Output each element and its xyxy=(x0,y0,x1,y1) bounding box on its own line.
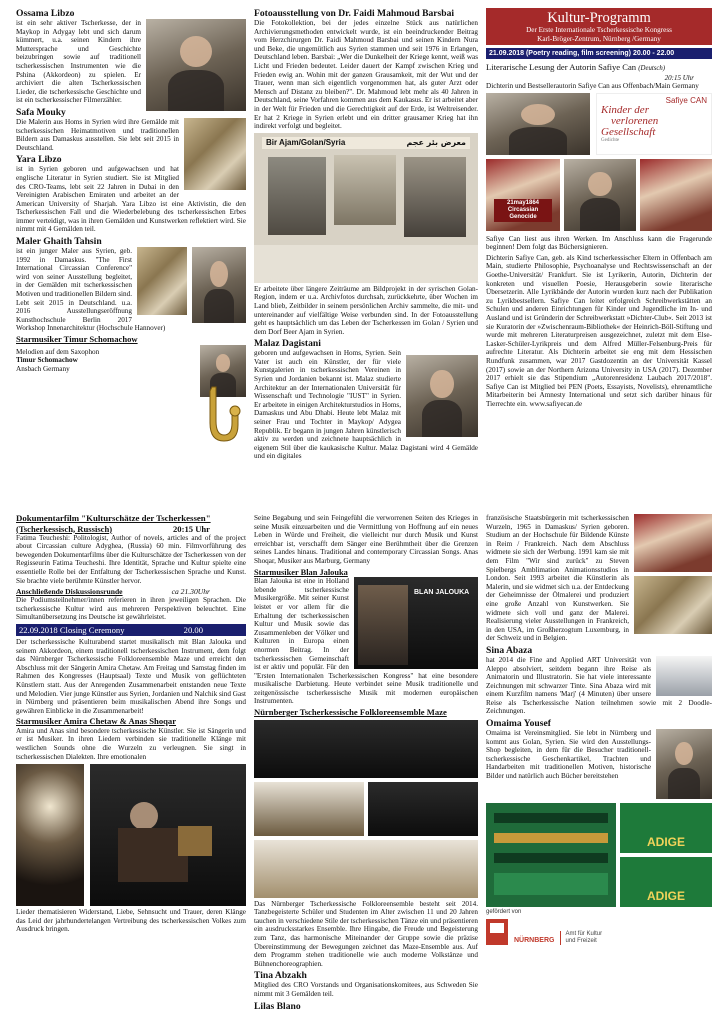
logo-amt-1: Amt für Kultur xyxy=(565,931,603,938)
saxophone-icon xyxy=(192,383,246,477)
heading-timur: Starmusiker Timur Schomachow xyxy=(16,334,138,344)
doku-language: (Tscherkessisch, Russisch) xyxy=(16,523,113,534)
banner-title: Kultur-Programm xyxy=(547,10,651,26)
text-tina: Mitglied des CRO Vorstands und Organisationskomitees, aus Schweden Sie nimmt mit 3 Gemälden teil. xyxy=(254,981,478,998)
column-bottom-right xyxy=(486,514,712,1018)
lesung-time: 20:15 Uhr xyxy=(664,74,694,82)
heading-malaz: Malaz Dagistani xyxy=(254,338,321,350)
photo-safiye-3 xyxy=(640,159,712,231)
photo-souvenirs xyxy=(486,803,616,907)
book-title-3: Gesellschaft xyxy=(601,125,656,138)
poster-date: 21may1864 xyxy=(506,199,540,206)
text-ceremony: Der tscherkessische Kulturabend startet musikalisch mit Blan Jalouka und seinem Akkordeon, einem traditionell tscherkessischen Instrument, dem folgt das Nürnberger Tscherkessische Folkloreensemble Maze und erreicht den Abschluss mit der Sängerin Amira Chetaw. Am Freitag und Samstag finden im Rahmen des Kongresses (Hauptsaal) Texte und Musik von geflüchteten Künstlern statt. Aus der Anregenden Zusammenarbeit entstanden neue Texte und Melodien. Vier junge Künstler aus Syrien, Jordanien und Nalchik sind Gast in Nürnberg und präsentieren beim musikalischen Abend ihre Songs und gewähren Einblicke in die Zusammenarbeit! xyxy=(16,637,246,715)
runde-time: ca 21.30Uhr xyxy=(171,587,210,597)
lesung-lang: (Deutsch) xyxy=(638,65,666,72)
heading-omaima: Omaima Yousef xyxy=(486,718,551,730)
heading-maze: Nürnberger Tscherkessische Folkloreensemble Maze xyxy=(254,707,447,718)
painting-ghaith xyxy=(137,247,187,315)
book-cover xyxy=(596,93,712,155)
text-runde: Die Podiumsteilnehmer/innen referieren in ihren jeweiligen Sprachen. Die tscherkessische Kultur wird aus mehreren Perspektiven beleuchtet. Eine Simultanübersetzung ins Deutsche ist gewährleistet. xyxy=(16,596,246,622)
flag-adige-1-text: ADIGE xyxy=(646,835,685,850)
heading-foto: Fotoausstellung von Dr. Faidi Mahmoud Barsbai xyxy=(254,8,455,19)
photo-ossama xyxy=(146,19,246,111)
caption-exhibition-ar: معرض بئر عجم xyxy=(406,138,466,148)
text-safa: Die Malerin aus Homs in Syrien wird ihre Gemälde mit tscherkessischen Heimatmotiven und traditionellen Bildern aus Damaskus ausstellen. Sie lebt seit 2015 in Deutschland. xyxy=(16,117,179,152)
heading-doku: Dokumentarfilm "Kulturschätze der Tscherkessen" xyxy=(16,514,211,523)
text-omaima: Omaima ist Vereinsmitglied. Sie lebt in Nürnberg und kommt aus Golan, Syrien. Sie wird den Ausstellungs-Shop begleiten, in dem für die Besucher traditionell-tscherkessische Geschenkartikel, Trachten und Handarbeiten mit traditionellen Motiven, historische Bilder und natürlich auch Bücher bereitstehen xyxy=(486,729,651,781)
funded-by: gefördert von xyxy=(486,909,522,916)
painting-safa xyxy=(184,118,246,190)
text-timur-line1: Melodien auf dem Saxophon xyxy=(16,347,100,356)
column-bottom-middle xyxy=(254,514,478,1018)
photo-exhibition xyxy=(254,133,478,283)
column-top-left xyxy=(16,8,246,504)
photo-ghaith xyxy=(192,247,246,323)
text-foto: Die Fotokollektion, bei der jedes einzelne Stück aus natürlichen Archivierungsmethoden entwickelt wurde, ist ein beeindruckender Beitrag vom Herzchirurgen Dr. Faidi Mahmoud Barsbai und seinen Kindern Nura und Beke, die ungemütlich aus Syrien stammen und seit 1976 in Erlangen, Deutschland leben. Barsbai: „Wer die Dunkelheit der Kriege kennt, weiß was Licht und Frieden bedeutet. Leider dauert der Kampf zwischen Krieg und Frieden ewig an. Wohin mit der ganzen Grausamkeit, mit der Wut und der Trauer, wenn man sich eigentlich vorgenommen hat, als guter Arzt oder Mensch auf Distanz zu bleiben?". Dr. Mahmoud lebt mehr als 40 Jahren in Deutschland, seine Vorfahren kommen aus dem Kaukasus. Er ist arbeitet aber in der Welt für Frieden und die Gerechtigkeit auf der Erde, ist Weltreisender. Er hat 2 Kriege in Syrien erlebt und ein dritter grausamer Krieg hat ihn indirekt verfolgt und begleitet. xyxy=(254,19,478,131)
heading-tina: Tina Abzakh xyxy=(254,970,307,982)
text-yara: ist in Syrien geboren und aufgewachsen und hat englische Literatur in Syrien studiert. Sie ist Mitglied des CRO-Teams, lebt seit 22 Jahren in Dubai in den Vereinigten Arabischen Emiraten und arbeitet an der American University of Sharjah. Yara Libzo ist eine Aktivistin, die den Tscherkessischen Fall und die Wiederbelebung des tscherkessischen Erbes immer verteidigt, was in ihren Gemälden und Kunstwerken reflektiert wird. Sie nimmt mit 4 Gemälden teil. xyxy=(16,165,246,234)
photo-malaz xyxy=(406,355,478,437)
logo-city: NÜRNBERG xyxy=(514,937,555,945)
photo-lilas xyxy=(634,514,712,634)
caption-exhibition: Bir Ajam/Golan/Syria xyxy=(266,138,346,148)
text-blan: Blan Jalouka ist eine in Holland lebende tscherkessische Musikergröße. Mit seiner Kunst leistet er vor allem für die Erhaltung der tscherkessischen Kultur und Musik sowie das Zusammenleben der Völker und Kulturen in Europa einen enormen Beitrag. In der tscherkessischen Gemeinschaft ist er aktiv und populär. Für den "Ersten Internationalen Tscherkessischen Kongress" hat eine besondere musikalische Darbietung. Heute verbindet seine Musik traditionelle und zeitgenössische tscherkessische Musik mit modernen europäischen Instrumenten. xyxy=(254,577,478,706)
text-lesung-3: Dichterin Safiye Can, geb. als Kind tscherkessischer Eltern in Offenbach am Main, studierte Philosophie, Psychoanalyse und Rechtswissenschaft an der Goethe-Universität/ Frankfurt. Sie ist Lyrikerin, Autorin, Dichterin der konkreten und visuellen Poesie, Herausgeberin sowie literarische Übersetzerin. Alle Lyrikbände der Autorin wurden kurz nach der Publikation zu Lyrikbestsellern. Safiye Can leitet erfolgreich Schreibwerkstätten an Schulen und anderen Einrichtungen für Kinder und Jugendliche im In- und Ausland und ist Gründerin der Schreibwerkstatt »Dichter-Club«. Seit 2013 ist sie Kuratorin der »Zwischenraum-Bibliothek« der Heinrich-Böll-Stiftung und wurde mit mehreren Literaturpreisen ausgezeichnet, zuletzt mit dem Else-Lasker-Schüler-Lyrikpreis und dem Alfred Müller-Felsenburg-Preis für aufrechte Literatur. Als Dichterin arbeitet sie eng mit dem Hessischen Rundfunk zusammen, war 2017 Gastdozentin an der Universität Kassel (2017) sowie an der Northern Arizona University in USA (2017). Dezember 2017 erhielt sie das Stipendium „Autorenresidenz Laubach 2017/2018". Safiye Can ist Mitglied bei PEN (Poets, Essayists, Novelists), ehrenamtliche Mitarbeiterin bei Amnesty International und setzt sich darüber hinaus für Tierrechte ein. www.safiyecan.de xyxy=(486,253,712,408)
text-maler: ist ein junger Maler aus Syrien, geb. 1992 in Damaskus. "The First International Circassian Conference" wird von seiner Ausstellung begleitet, in der Gemälden mit tscherkessischen Motiven und traditionellen Bildern sind. Lebt seit 2015 in Deutschland. u.a. 2016 Ausstellungseröffnung Kunsthochschule Berlin 2017 Workshop Innenarchitektur (Hochschule Hannover) xyxy=(16,247,166,333)
heading-lesung xyxy=(486,62,712,74)
column-top-middle xyxy=(254,8,478,504)
text-timur-line3: Ansbach Germany xyxy=(16,364,70,373)
text-amira: Amira und Anas sind besondere tscherkessische Künstler. Sie ist Sängerin und er ist Musiker. In ihren Liedern verbinden sie traditionelle Klänge mit westlichen Sounds ohne die Wurzeln zu verleugnen. Sie singt in tscherkessischen Dialekten. Ihre emotionalen xyxy=(16,726,246,761)
photo-maze-1 xyxy=(254,720,478,778)
text-lesung: Dichterin und Bestsellerautorin Safiye Can aus Offenbach/Main Germany xyxy=(486,82,699,90)
photo-sina xyxy=(656,656,712,696)
column-bottom-left xyxy=(16,514,246,1018)
column-top-right xyxy=(486,8,712,504)
text-blan-intro: Seine Begabung und sein Feingefühl die verworrenen Seiten des Krieges in seine Musik einzuarbeiten und die Vermittlung von Hoffnung auf ein neues Leben in Würde und Freiheit, die vielleicht nur durch Musik und Kunst erreichbar ist, verschafft dem Sänger eine Berühmtheit über die Grenzen seines Landes hinaus. Traditional and contemporary Circassian Songs. Anas Shoqar, Musiker aus Marburg, Germany xyxy=(254,514,478,565)
heading-yara: Yara Libzo xyxy=(16,154,62,166)
poster-text: Circassian Genocide xyxy=(507,206,539,220)
maze-images xyxy=(254,720,478,898)
photo-omaima xyxy=(656,729,712,799)
logo-nuernberg xyxy=(486,919,712,945)
text-sina: hat 2014 die Fine and Applied ART Universität von Aleppo absolviert, seitdem begann ihre Reise als Animatorin und Illustratorin. Sie hat viele interessante Zeichnungen mit schwarzer Tinte. Sina Abaza wird mit einem Kurzfilm namens 'Marj' (4 Minuten) über unsere Reise als Tscherkessische Nation teilnehmen sowie mit 2 Doodle-Zeichnungen. xyxy=(486,655,712,716)
flag-adige-2 xyxy=(620,857,712,907)
heading-amira: Starmusiker Amira Chetaw & Anas Shoqar xyxy=(16,716,177,727)
poster-blan-name: BLAN JALOUKA xyxy=(414,589,470,597)
heading-safa: Safa Mouky xyxy=(16,106,66,118)
book-title-1: Kinder der xyxy=(601,103,649,116)
photo-maze-4 xyxy=(254,840,478,898)
photo-maze-2 xyxy=(254,782,364,836)
book-title-2: verlorenen xyxy=(611,114,659,127)
banner-subtitle-1: Der Erste Internationale Tscherkessische Kongress xyxy=(526,26,672,34)
book-author: Safiye CAN xyxy=(665,95,707,105)
flag-adige-2-text: ADIGE xyxy=(646,889,685,904)
date-bar: 21.09.2018 (Poetry reading, film screening) 20.00 - 22.00 xyxy=(486,48,712,59)
doku-subheading xyxy=(16,524,246,534)
lesung-title: Literarische Lesung der Autorin Safiye Can xyxy=(486,62,637,72)
runde-line xyxy=(16,587,246,596)
photo-safiye xyxy=(486,93,590,155)
program-banner xyxy=(486,8,712,45)
text-amira-2: Lieder thematisieren Widerstand, Liebe, Sehnsucht und Trauer, deren Klänge das Leid der jahrhundertelangen Vertreibung des tscherkessischen Volkes zum Ausdruck bringen. xyxy=(16,908,246,934)
text-timur-line2: Timur Schomachow xyxy=(16,356,78,365)
text-doku: Fatima Teucheshi: Politologist, Author of novels, articles and of the project about Circassian culture Adyghea, (Russia) 60 min. Filmvorführung des bewegenden Dokumentarfilms über die Kulturschätze der Tscherkessen von der Regisseurin Fatima Teucheshi. Ihre Identität, Sprache und Kultur spielte eine essentielle Rolle bei der Entfaltung der Tscherkessischen Sprache und Kunst. Sie brachte viele berühmte Künstler hervor. xyxy=(16,533,246,585)
photo-amira xyxy=(16,764,84,906)
heading-maler: Maler Ghaith Tahsin xyxy=(16,236,102,248)
heading-blan: Starmusiker Blan Jalouka xyxy=(254,567,348,577)
logo-amt-2: und Freizeit xyxy=(565,938,597,945)
text-lesung-2: Safiye Can liest aus ihren Werken. Im Anschluss kann die Fragerunde beginnen! Dem folgt das Büchersignieren. xyxy=(486,234,712,252)
amira-images xyxy=(16,764,246,906)
text-ossama: ist ein sehr aktiver Tscherkesse, der in Maykop in Adygay lebt und sich darum kümmert, u.a. seinen Kindern ihre Muttersprache und Geschichte beizubringen sowie auf traditionell tscherkessischen Instrumenten wie die Pshina (Akkordeon) zu spielen. Er archiviert die alten Tscherkessischen Lieder, die tscherkessische Geschichte und ist ein tscherkessischer Filmerzähler. xyxy=(16,19,141,105)
text-maze: Das Nürnberger Tscherkessische Folkloreensemble besteht seit 2014. Tanzbegeisterte Schüler und Studenten im Alter zwischen 11 und 20 Jahren tauchen in verschiedene Stile der tscherkessischen Tänze ein und präsentieren ein ausdrucksstarkes Ensemble. Ihre Hingabe, die Freude und Begeisterung zum Tanz, das harmonische Miteinander der Gruppe sowie die präzise Übereinstimmung der Bewegungen zeichnet das Maze-Ensemble aus. Auf dem Programm stehen traditionelle wie auch moderne Volkstänze und Bühnenchoreographien. xyxy=(254,899,478,968)
photo-anas xyxy=(90,764,246,906)
nuernberg-logo-icon xyxy=(486,919,508,945)
runde-title: Anschließende Diskussionsrunde xyxy=(16,587,123,597)
ceremony-bar xyxy=(16,624,246,636)
heading-lilas: Lilas Blano xyxy=(254,1000,301,1012)
text-foto-2: Er arbeitete über längere Zeiträume am Bildprojekt in der syrischen Golan-Region, indem er u.a. Archivfotos durchsah, zurückkehrte, über Wochen im Land blieb, Zeitbilder in seinem persönlichen Archiv sammelte, die mit- und untereinander auf vielfältige Weise verbunden sind. In der Fotoausstellung geht es hauptsächlich um das Leben der Tscherkessen im Golan / Syrien und dem Dorf Beer Ajam in Syrien. xyxy=(254,284,478,336)
heading-sina: Sina Abaza xyxy=(486,644,533,656)
photo-genocide-poster xyxy=(486,159,560,231)
text-lilas: französische Staatsbürgerin mit tscherkessischen Wurzeln, 1965 in Damaskus/ Syrien geboren. Studium an der Hochschule für Bildende Künste in Reim / Frankreich. Nach dem Abschluss widmete sie sich der Werbung. 1991 kam sie mit dem Film "Wir sind zurück" zu Steven Spielbergs Amblimation Animationsstudios in London. Seit 1993 arbeitet die Künstlerin als Malerin, und sie widmet sich u.a. der Entdeckung der Geheimnisse der Ölmalerei und produziert eine große Anzahl von Kunstwerken. Sie widmete sich voll und ganz der Malerei. Realisierung vieler Ausstellungen in Frankreich, in den USA, im Großherzogtum Luxemburg, in der Schweiz und in Belgien. xyxy=(486,514,629,643)
banner-subtitle-2: Karl-Bröger-Zentrum, Nürnberg /Germany xyxy=(537,34,661,43)
heading-ossama: Ossama Libzo xyxy=(16,8,75,19)
shop-images xyxy=(486,803,712,907)
ceremony-date: 22.09.2018 Closing Ceremony xyxy=(19,624,125,635)
text-malaz: geboren und aufgewachsen in Homs, Syrien. Sein Vater ist auch ein Künstler, der für viele Kunstgalerien in tscherkessischen Vereinen in Syrien und Jordanien bekannt ist. Malaz studierte Architektur an der Internationalen Universität für Wissenschaft und Technologie "IUST" in Syrien. Er arbeitete in einigen Architekturstudios in Homs, Damaskus und Abu Dhabi. Heute lebt Malaz mit seiner Frau und Tochter in Maykop/ Adygea Republik. Er begann in jungen Jahren künstlerisch aktiv zu werden und zeichnete hauptsächlich in eigenem Stil über die kaukasische Kultur. Malaz Dagistani wird 4 Gemälde und ein digitales xyxy=(254,349,478,461)
lesung-images xyxy=(486,93,712,233)
poster-blan xyxy=(354,577,478,669)
photo-maze-3 xyxy=(368,782,478,836)
doku-time: 20:15 Uhr xyxy=(173,523,210,534)
photo-safiye-2 xyxy=(564,159,636,231)
photo-timur xyxy=(192,345,246,439)
ceremony-time: 20.00 xyxy=(183,624,203,635)
flag-adige-1 xyxy=(620,803,712,853)
book-subtitle: Gedichte xyxy=(601,137,620,143)
